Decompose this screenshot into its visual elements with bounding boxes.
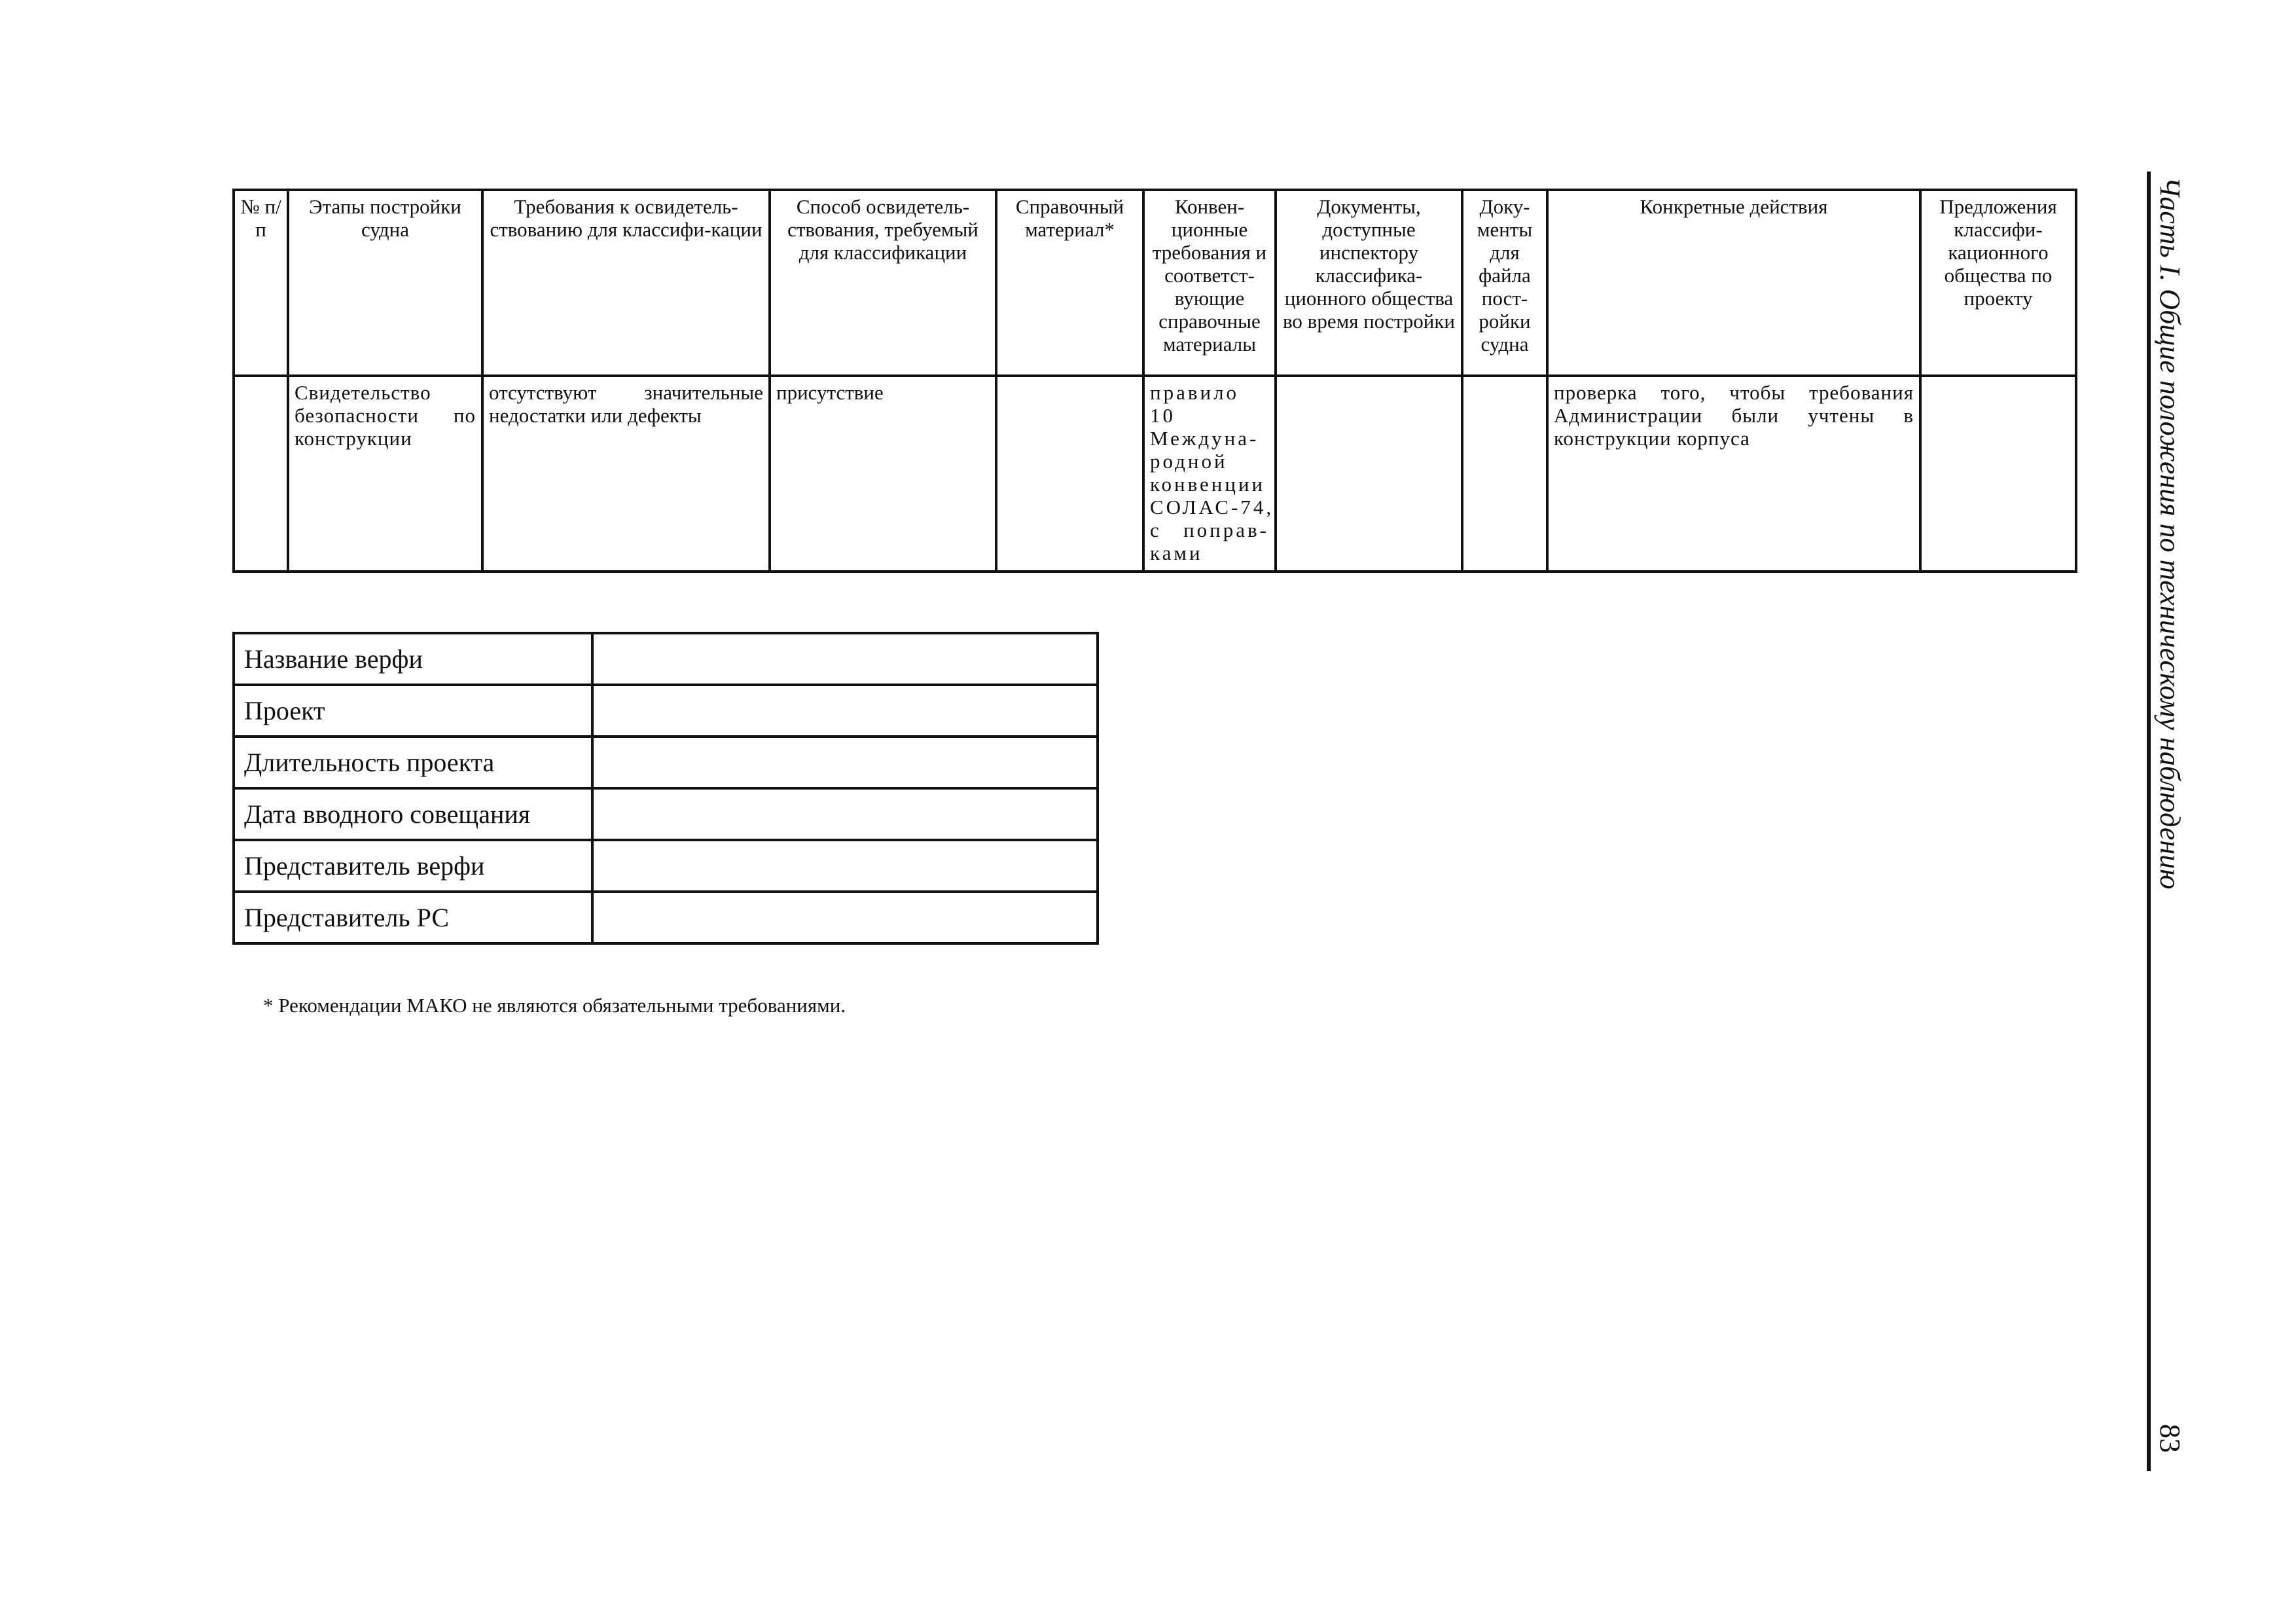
header-docs-file: Доку-менты для файла пост-ройки судна — [1462, 190, 1547, 376]
header-requirements: Требования к освидетель-ствованию для классифи-кации — [482, 190, 770, 376]
value-shipyard-name[interactable] — [592, 633, 1098, 685]
table-row — [234, 737, 1098, 788]
cell-docs-inspector — [1276, 376, 1462, 572]
table-row — [234, 633, 1098, 685]
label-shipyard-name: Название верфи — [234, 633, 592, 685]
table-row — [234, 376, 2076, 572]
header-convention: Конвен-ционные требования и соответст-вующие справочные материалы — [1143, 190, 1276, 376]
cell-docs-file — [1462, 376, 1547, 572]
cell-convention: правило 10 Междуна-родной конвенции СОЛАС-74, с поправ-ками — [1143, 376, 1276, 572]
label-project-duration: Длительность проекта — [234, 737, 592, 788]
value-kickoff-date[interactable] — [592, 788, 1098, 840]
running-header: Часть I. Общие положения по техническому наблюдению — [2154, 177, 2186, 890]
shipyard-info-table — [232, 632, 1099, 945]
cell-requirements: отсутствуют значительные недостатки или дефекты — [482, 376, 770, 572]
table-row — [234, 685, 1098, 737]
label-kickoff-date: Дата вводного совещания — [234, 788, 592, 840]
value-shipyard-representative[interactable] — [592, 840, 1098, 892]
cell-reference — [996, 376, 1143, 572]
cell-stage: Свидетельство безопасности по конструкции — [288, 376, 482, 572]
header-reference: Справочный материал* — [996, 190, 1143, 376]
label-project: Проект — [234, 685, 592, 737]
table-row — [234, 840, 1098, 892]
table-header-row — [234, 190, 2076, 376]
header-docs-inspector: Документы, доступные инспектору классифика-ционного общества во время постройки — [1276, 190, 1462, 376]
survey-table — [232, 189, 2077, 573]
value-project[interactable] — [592, 685, 1098, 737]
header-stage: Этапы постройки судна — [288, 190, 482, 376]
value-rs-representative[interactable] — [592, 892, 1098, 943]
header-num: № п/п — [234, 190, 288, 376]
value-project-duration[interactable] — [592, 737, 1098, 788]
label-shipyard-representative: Представитель верфи — [234, 840, 592, 892]
cell-method: присутствие — [770, 376, 996, 572]
label-rs-representative: Представитель РС — [234, 892, 592, 943]
cell-proposals — [1920, 376, 2076, 572]
table-row — [234, 788, 1098, 840]
header-proposals: Предложения классифи-кационного общества по проекту — [1920, 190, 2076, 376]
header-method: Способ освидетель-ствования, требуемый для классификации — [770, 190, 996, 376]
cell-actions: проверка того, чтобы требования Администрации были учтены в конструкции корпуса — [1547, 376, 1920, 572]
table-row — [234, 892, 1098, 943]
footnote: * Рекомендации МАКО не являются обязательными требованиями. — [263, 994, 846, 1017]
page-number: 83 — [2154, 1424, 2186, 1453]
header-actions: Конкретные действия — [1547, 190, 1920, 376]
cell-num — [234, 376, 288, 572]
